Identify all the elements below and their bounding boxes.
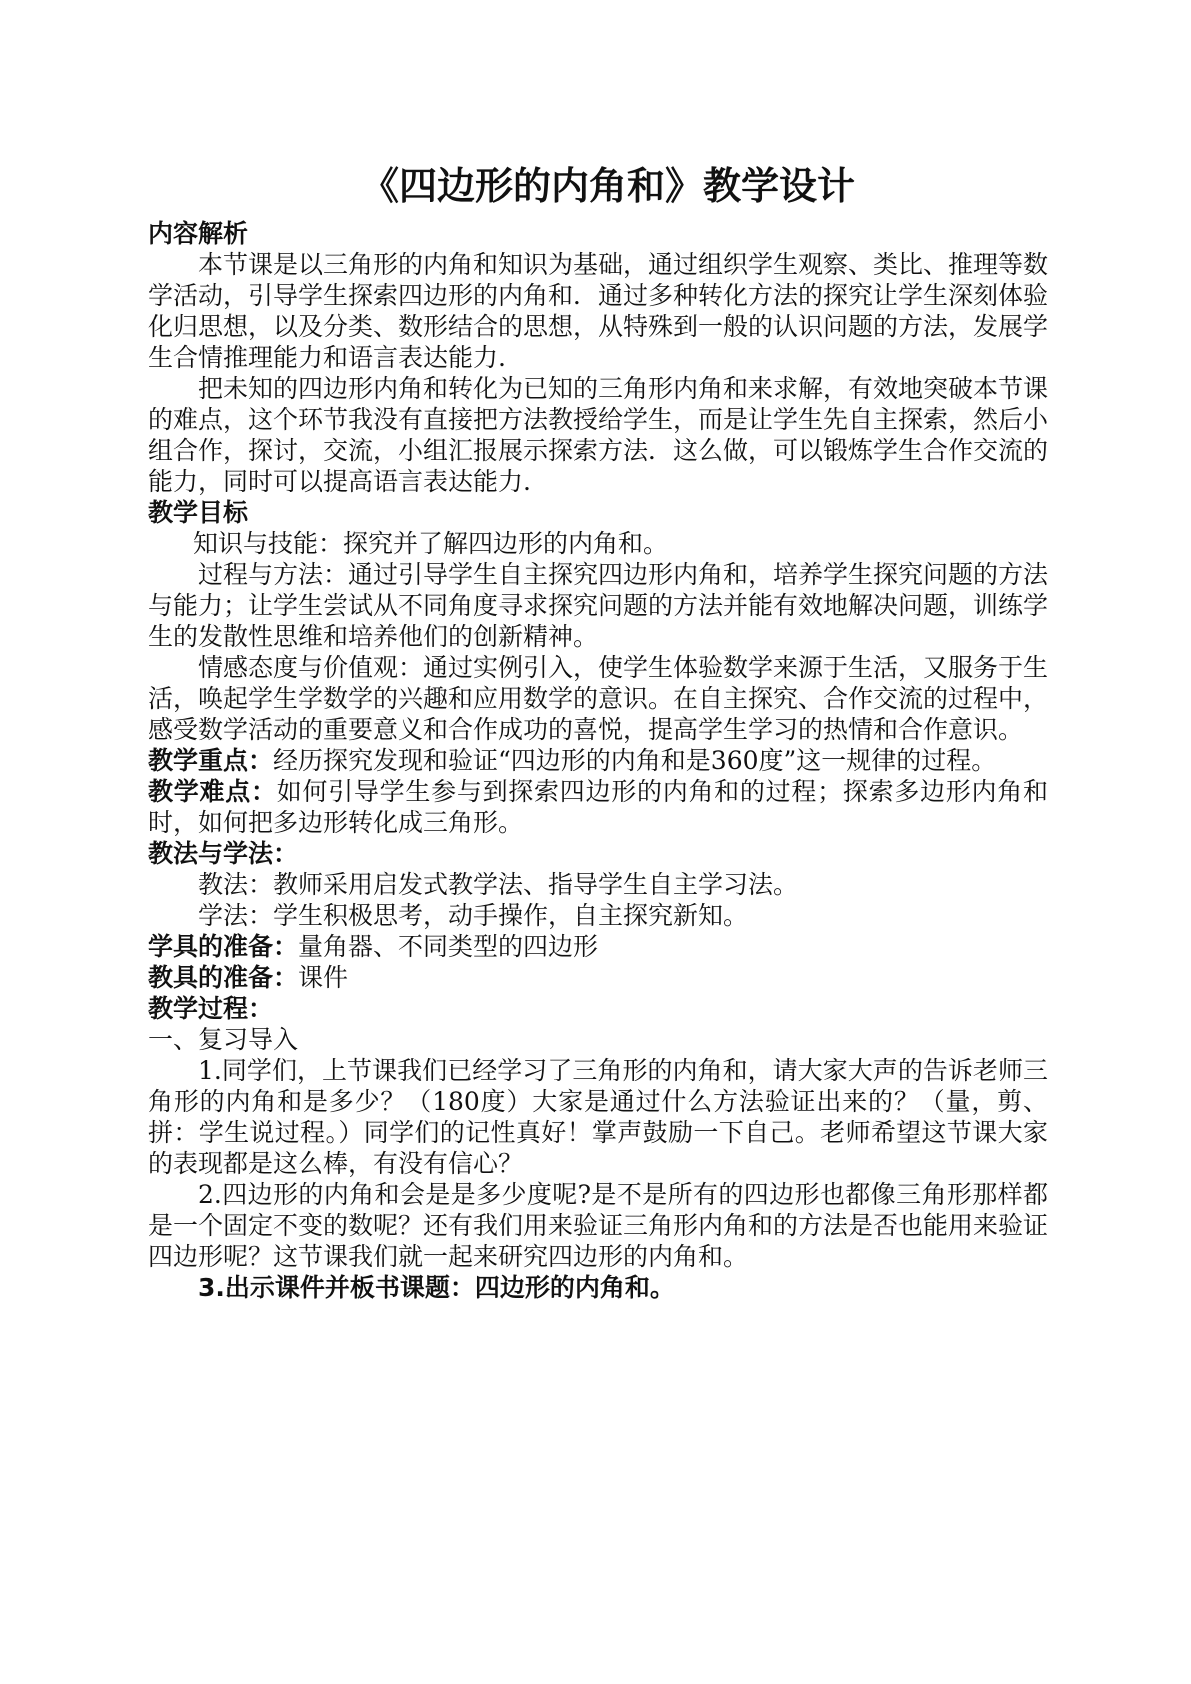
key-point (148, 745, 1048, 776)
process-paragraph-1: 1.同学们，上节课我们已经学习了三角形的内角和，请大家大声的告诉老师三角形的内角和是多少？（180度）大家是通过什么方法验证出来的？（量，剪、拼：学生说过程。）同学们的记性真好！掌声鼓励一下自己。老师希望这节课大家的表现都是这么棒，有没有信心？ (148, 1056, 1048, 1178)
key-point-label: 教学重点： (148, 746, 274, 775)
student-tools-text: 量角器、不同类型的四边形 (298, 932, 599, 961)
process-subheading: 一、复习导入 (148, 1025, 299, 1054)
learning-method: 学法：学生积极思考，动手操作，自主探究新知。 (198, 901, 749, 930)
teacher-tools-text: 课件 (298, 963, 349, 992)
objective-knowledge: 知识与技能：探究并了解四边形的内角和。 (193, 529, 669, 558)
teacher-tools (148, 962, 1048, 993)
methods-heading: 教法与学法： (148, 839, 299, 868)
objective-emotion: 情感态度与价值观：通过实例引入，使学生体验数学来源于生活，又服务于生活，唤起学生学数学的兴趣和应用数学的意识。在自主探究、合作交流的过程中，感受数学活动的重要意义和合作成功的喜悦，提高学生学习的热情和合作意识。 (148, 653, 1049, 744)
content-analysis-paragraph-2: 把未知的四边形内角和转化为已知的三角形内角和来求解，有效地突破本节课的难点，这个环节我没有直接把方法教授给学生，而是让学生先自主探索，然后小组合作，探讨，交流，小组汇报展示探索方法．这么做，可以锻炼学生合作交流的能力，同时可以提高语言表达能力. (148, 374, 1049, 496)
difficulty-label: 教学难点： (148, 777, 277, 806)
difficulty (148, 776, 1048, 838)
student-tools (148, 931, 1048, 962)
content-analysis-paragraph-1: 本节课是以三角形的内角和知识为基础，通过组织学生观察、类比、推理等数学活动，引导学生探索四边形的内角和．通过多种转化方法的探究让学生深刻体验化归思想，以及分类、数形结合的思想，从特殊到一般的认识问题的方法，发展学生合情推理能力和语言表达能力. (148, 250, 1049, 372)
document-title: 《四边形的内角和》教学设计 (360, 164, 855, 208)
teacher-tools-label: 教具的准备： (148, 963, 299, 992)
objectives-heading: 教学目标 (148, 498, 249, 527)
teaching-method: 教法：教师采用启发式教学法、指导学生自主学习法。 (198, 870, 799, 899)
content-analysis-heading: 内容解析 (148, 219, 249, 248)
student-tools-label: 学具的准备： (148, 932, 299, 961)
difficulty-text: 如何引导学生参与到探索四边形的内角和的过程；探索多边形内角和时，如何把多边形转化成三角形。 (148, 777, 1048, 837)
process-heading: 教学过程： (148, 994, 274, 1023)
objective-process: 过程与方法：通过引导学生自主探究四边形内角和，培养学生探究问题的方法与能力；让学生尝试从不同角度寻求探究问题的方法并能有效地解决问题，训练学生的发散性思维和培养他们的创新精神。 (148, 560, 1049, 651)
process-paragraph-2: 2.四边形的内角和会是是多少度呢?是不是所有的四边形也都像三角形那样都是一个固定不变的数呢？还有我们用来验证三角形内角和的方法是否也能用来验证四边形呢？这节课我们就一起来研究四边形的内角和。 (148, 1180, 1049, 1271)
process-bold-line: 3.出示课件并板书课题：四边形的内角和。 (198, 1273, 675, 1302)
document-page (148, 160, 1048, 1303)
key-point-text: 经历探究发现和验证“四边形的内角和是360度”这一规律的过程。 (273, 746, 997, 775)
